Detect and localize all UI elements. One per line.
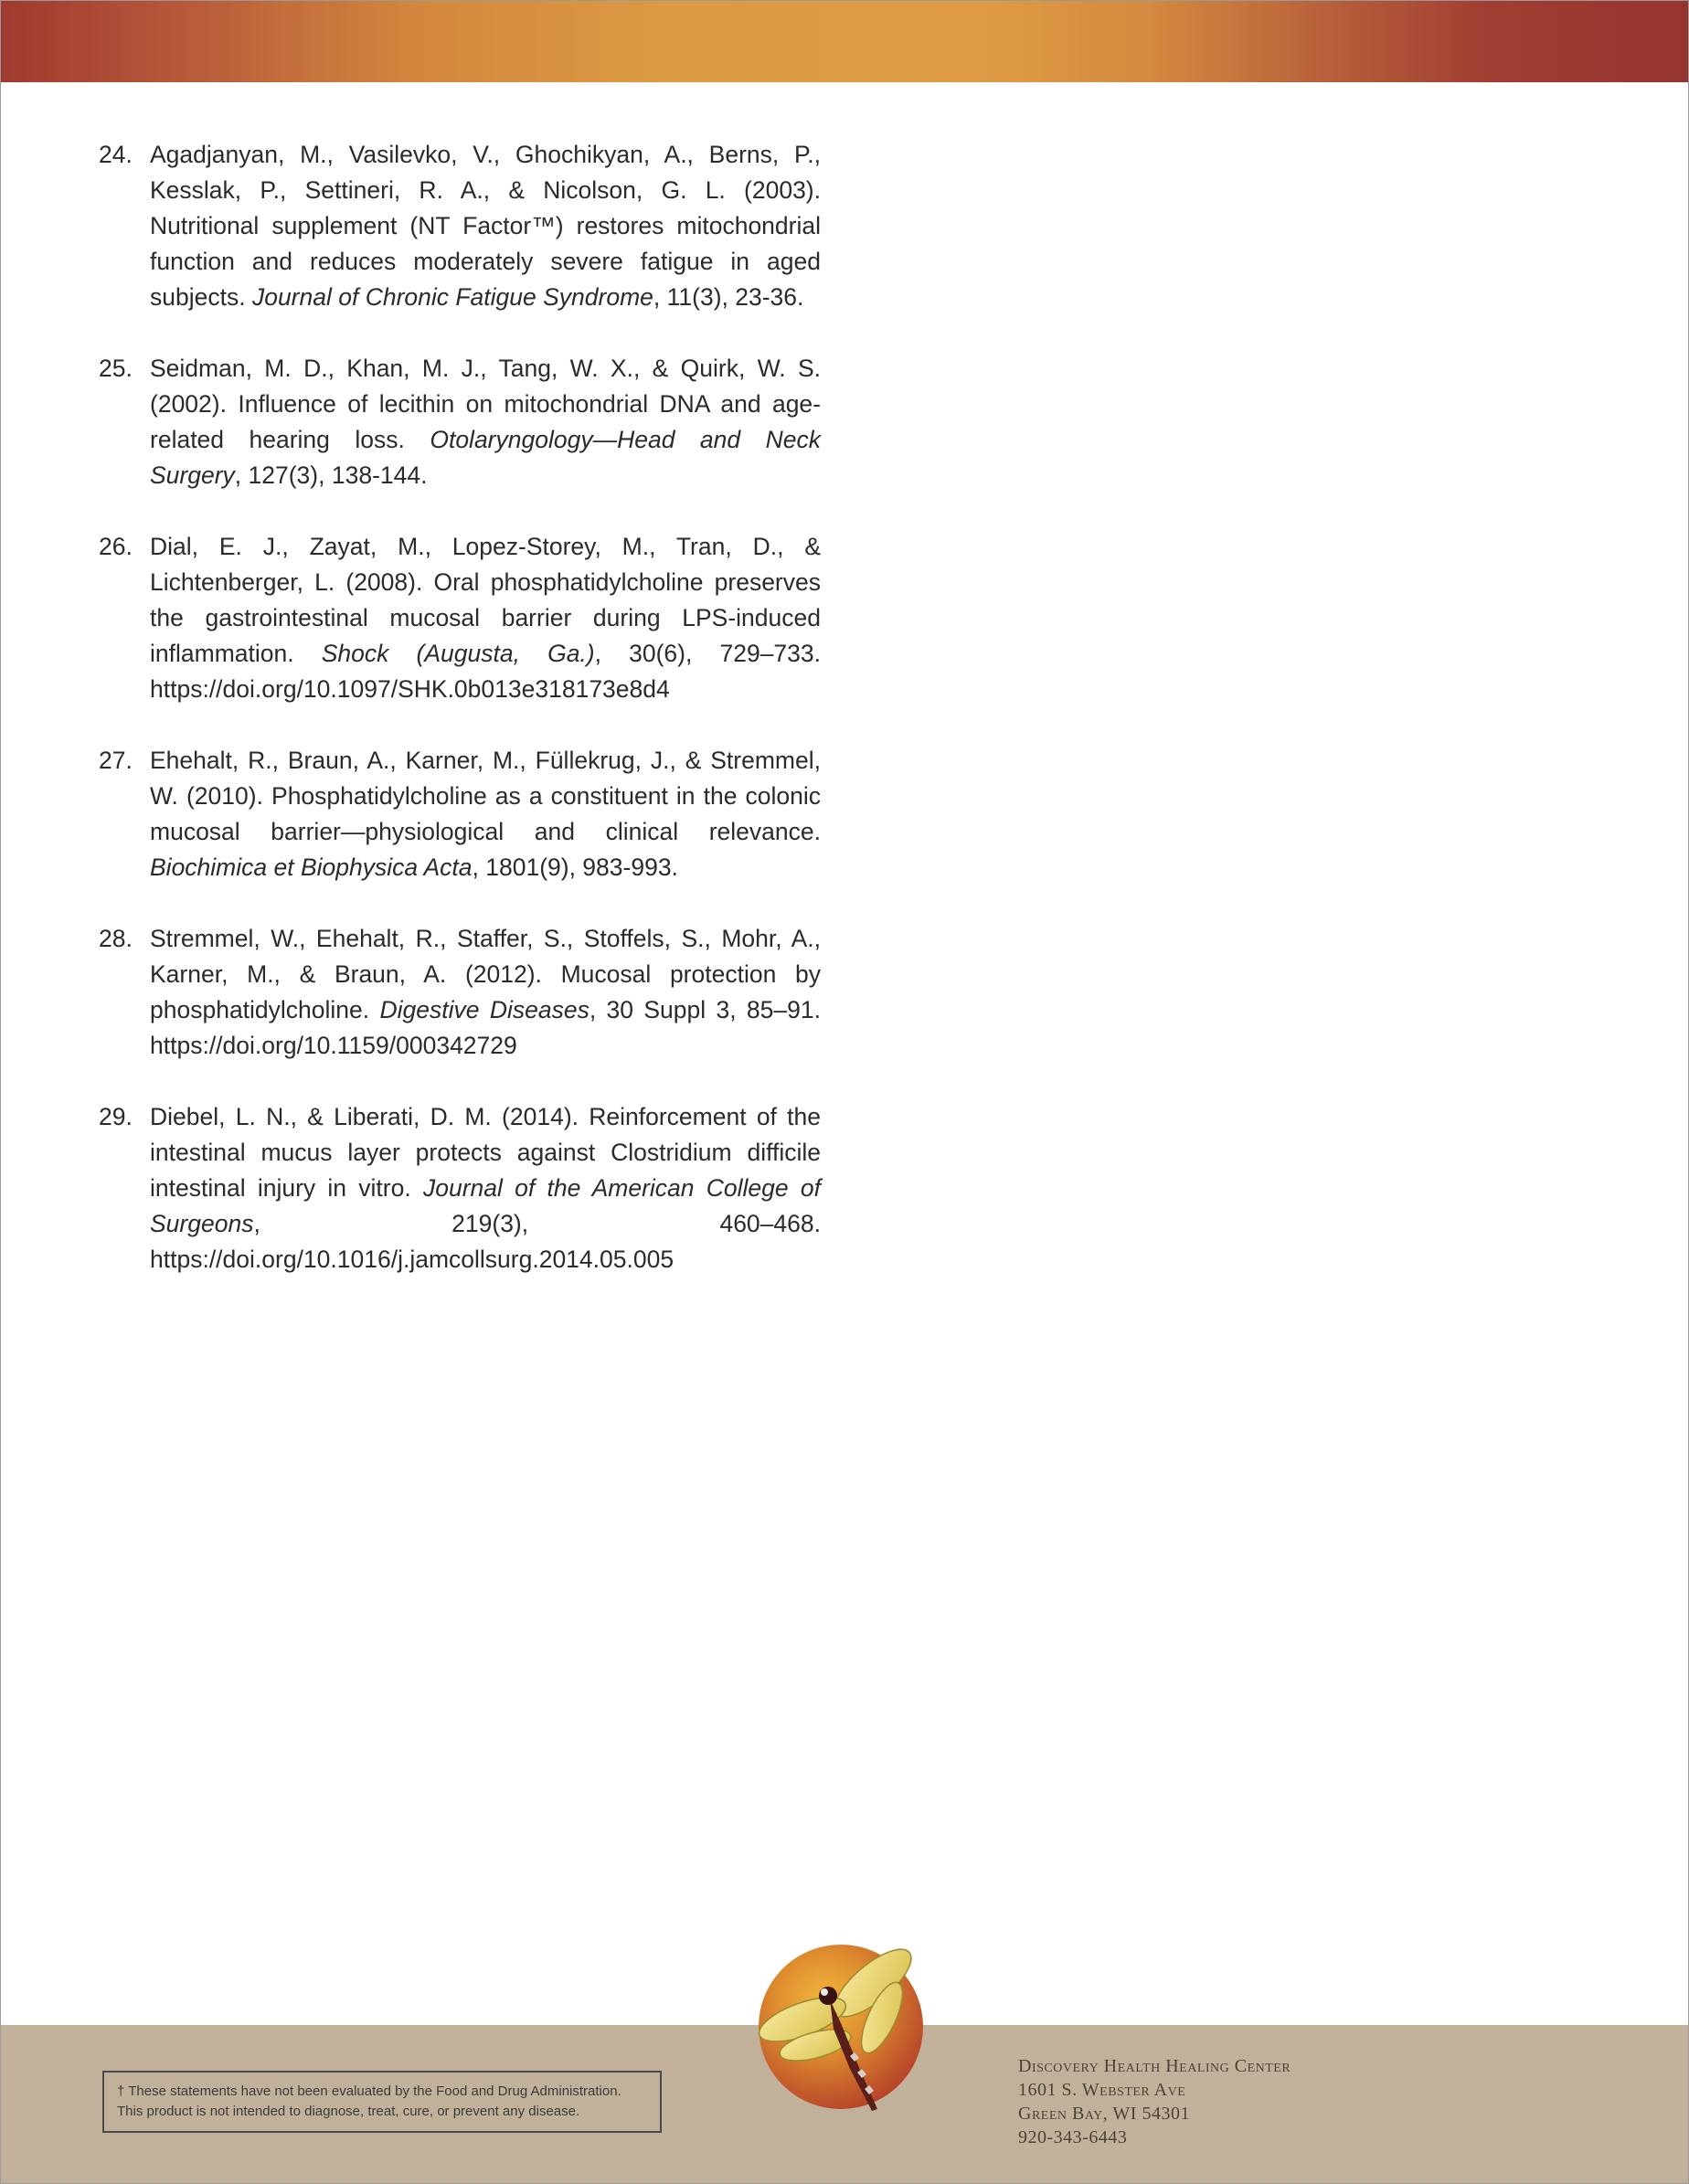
journal-title: Shock (Augusta, Ga.) (321, 640, 595, 667)
reference-text: Diebel, L. N., & Liberati, D. M. (2014). Reinforcement of the intestinal mucus layer protects against Clostridium difficile intestinal injury in vitro. Journal of the American College of Surgeons, 219(3), 460–468. https://doi.org/10.1016/j.jamcollsurg.2014.05.005 (150, 1103, 822, 1273)
organization-name: Discovery Health Healing Center (1018, 2056, 1291, 2076)
reference-item (99, 529, 821, 707)
journal-title: Journal of the American College of Surgeons (150, 1174, 822, 1237)
reference-item (99, 137, 821, 315)
journal-title: Digestive Diseases (379, 996, 590, 1023)
journal-title: Otolaryngology—Head and Neck Surgery (150, 426, 821, 489)
reference-text: Ehehalt, R., Braun, A., Karner, M., Füllekrug, J., & Stremmel, W. (2010). Phosphatidylcholine as a constituent in the colonic mucosal barrier—physiological and clinical relevance. Biochimica et Biophysica Acta, 1801(9), 983-993. (150, 747, 821, 881)
city-state-zip: Green Bay, WI 54301 (1018, 2104, 1190, 2124)
street-address: 1601 S. Webster Ave (1018, 2080, 1186, 2100)
reference-number: 26. (99, 533, 133, 560)
phone-number: 920-343-6443 (1018, 2127, 1128, 2147)
fda-disclaimer (102, 2071, 662, 2133)
dragonfly-logo-icon (749, 1935, 932, 2118)
reference-number: 24. (99, 141, 133, 168)
reference-text: Stremmel, W., Ehehalt, R., Staffer, S., Stoffels, S., Mohr, A., Karner, M., & Braun, A. (2012). Mucosal protection by phosphatidylcholine. Digestive Diseases, 30 Suppl 3, 85–91. https://doi.org/10.1159/000342729 (150, 925, 821, 1059)
header-color-band (0, 0, 1689, 82)
reference-text: Seidman, M. D., Khan, M. J., Tang, W. X., & Quirk, W. S. (2002). Influence of lecithin on mitochondrial DNA and age-related hearing loss. Otolaryngology—Head and Neck Surgery, 127(3), 138-144. (150, 355, 821, 489)
journal-title: Journal of Chronic Fatigue Syndrome (251, 283, 653, 311)
reference-number: 28. (99, 925, 133, 952)
reference-item (99, 921, 821, 1064)
reference-number: 29. (99, 1103, 133, 1130)
reference-item (99, 743, 821, 885)
journal-title: Biochimica et Biophysica Acta (150, 853, 473, 881)
reference-list (99, 137, 821, 1313)
reference-number: 25. (99, 355, 133, 382)
reference-item (99, 1099, 821, 1278)
reference-number: 27. (99, 747, 133, 774)
reference-item (99, 351, 821, 493)
disclaimer-line: This product is not intended to diagnose, treat, cure, or prevent any disease. (117, 2104, 580, 2119)
reference-text: Agadjanyan, M., Vasilevko, V., Ghochikyan, A., Berns, P., Kesslak, P., Settineri, R. A., & Nicolson, G. L. (2003). Nutritional supplement (NT Factor™) restores mitochondrial function and reduces moderately severe fatigue in aged subjects. Journal of Chronic Fatigue Syndrome, 11(3), 23-36. (150, 141, 821, 311)
address-block (1018, 2054, 1475, 2149)
disclaimer-line: † These statements have not been evaluated by the Food and Drug Administration. (117, 2083, 621, 2099)
reference-text: Dial, E. J., Zayat, M., Lopez-Storey, M., Tran, D., & Lichtenberger, L. (2008). Oral phosphatidylcholine preserves the gastrointestinal mucosal barrier during LPS-induced inflammation. Shock (Augusta, Ga.), 30(6), 729–733. https://doi.org/10.1097/SHK.0b013e318173e8d4 (150, 533, 822, 703)
